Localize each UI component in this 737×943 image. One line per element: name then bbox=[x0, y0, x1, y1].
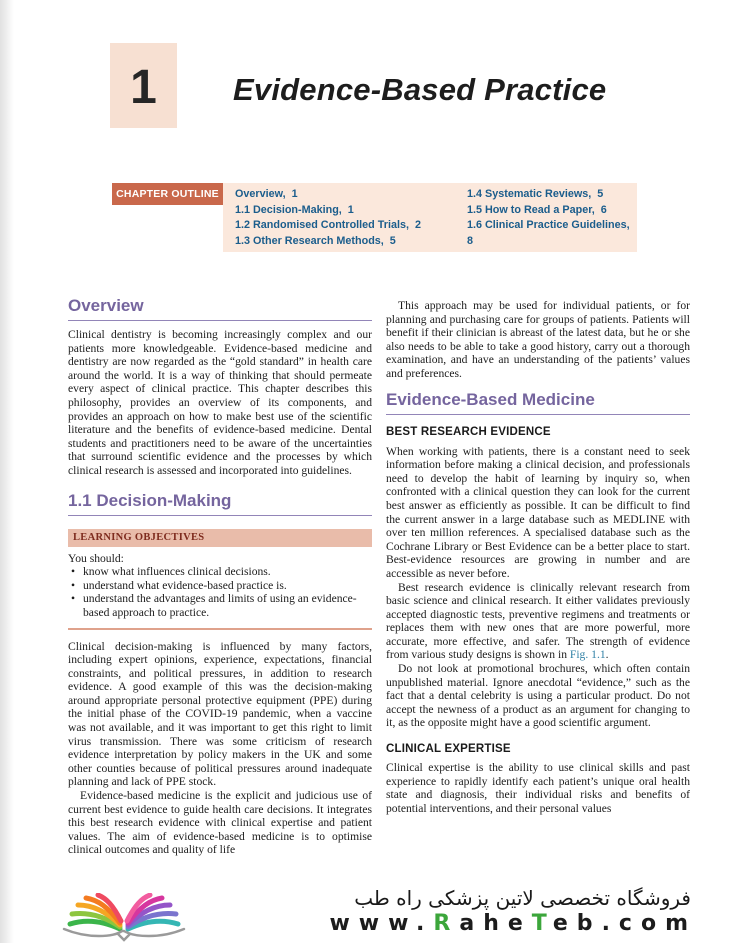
url-www: www. bbox=[329, 911, 434, 936]
chapter-title: Evidence-Based Practice bbox=[233, 72, 607, 107]
outline-item-overview[interactable]: Overview, 1 bbox=[235, 188, 298, 200]
persian-store-name: فروشگاه تخصصی لاتین پزشکی راه طب bbox=[354, 886, 691, 910]
outline-item-randomised-controlled-trials[interactable]: 1.2 Randomised Controlled Trials, 2 bbox=[235, 219, 421, 232]
outline-list-left bbox=[235, 187, 467, 249]
overview-paragraph: Clinical dentistry is becoming increasingly complex and our patients more knowledgeable. Evidence-based medicine and dentistry are now regarded as the “gold standard” in health care around the world. It is a way of thinking that should permeate every aspect of clinical practice. This chapter describes this philosophy, provides an overview of its components, and provides an approach on how to make best use of the scientific literature and the benefits of evidence-based medicine. Dental students and practitioners need to be aware of the uncertainties that surround scientific evidence and the processes by which clinical research is assessed and incorporated into guidelines. bbox=[68, 328, 372, 477]
best-research-paragraph-2 bbox=[386, 581, 690, 663]
learning-objectives-box bbox=[68, 529, 372, 630]
learning-objective-item: • understand the advantages and limits of using an evidence-based approach to practice. bbox=[68, 592, 372, 619]
outline-item-systematic-reviews[interactable]: 1.4 Systematic Reviews, 5 bbox=[467, 188, 604, 200]
content-columns bbox=[68, 296, 690, 884]
chapter-outline-lists bbox=[235, 187, 635, 249]
url-com: .com bbox=[601, 911, 697, 936]
right-column bbox=[386, 296, 690, 884]
page-left-edge-shadow bbox=[0, 0, 14, 943]
outline-list-right bbox=[467, 187, 635, 249]
decision-making-paragraph-1: Clinical decision-making is influenced by many factors, including expert opinions, experience, expectations, financial constraints, and political pressures, in addition to research evidence. A good example of this was the decision-making around appropriate personal protective equipment (PPE) during the initial phase of the COVID-19 pandemic, when a vaccine was not available, and it was important to get this right to limit virus transmission. There was some criticism of research evidence interpretation by policy makers in the UK and some other counties because of political pressures around inadequate planning and lack of PPE stock. bbox=[68, 639, 372, 789]
left-column bbox=[68, 296, 372, 884]
url-letter-r: R bbox=[433, 911, 460, 936]
url-ahe: ahe bbox=[459, 911, 532, 936]
learning-objectives-intro: You should: bbox=[68, 551, 124, 565]
learning-objective-item: • understand what evidence-based practice is. bbox=[68, 579, 372, 593]
chapter-number-box bbox=[110, 43, 177, 128]
best-research-evidence-heading: BEST RESEARCH EVIDENCE bbox=[386, 425, 551, 438]
best-research-paragraph-1: When working with patients, there is a constant need to seek information before making a clinical decision, and professionals need to develop the habit of learning by inquiry so, when confronted with a clinical question they can look for the current best answer as efficiently as possible. It can be difficult to find the current answer in a large database such as MEDLINE with over ten million references. A specialised database such as the Cochrane Library or Best Evidence can be a better place to start. Best-evidence resources are growing in number and are accessible as never before. bbox=[386, 444, 690, 580]
paragraph-text: Best research evidence is clinically relevant research from basic science and clinical research. It either validates previously accepted diagnostic tests, preventive regimens and treatments or replaces them with new ones that are more powerful, more accurate, more effective, and safer. The strength of evidence from various study designs is shown in bbox=[386, 580, 690, 662]
evidence-based-medicine-heading: Evidence-Based Medicine bbox=[386, 390, 690, 415]
fig-1-1-link[interactable]: Fig. 1.1 bbox=[569, 648, 606, 662]
outline-item-other-research-methods[interactable]: 1.3 Other Research Methods, 5 bbox=[235, 234, 396, 247]
outline-item-decision-making[interactable]: 1.1 Decision-Making, 1 bbox=[235, 203, 354, 216]
learning-objectives-title: LEARNING OBJECTIVES bbox=[68, 529, 372, 547]
url-eb: eb bbox=[552, 911, 602, 936]
chapter-outline-label: CHAPTER OUTLINE bbox=[112, 183, 223, 205]
best-research-paragraph-3: Do not look at promotional brochures, which often contain unpublished material. Ignore anecdotal “evidence,” such as the fact that a dental celebrity is using a particular product. Do not accept the newness of a product as an argument for changing to it, as the opposite might have a good scientific argument. bbox=[386, 662, 690, 730]
learning-objectives-list bbox=[68, 565, 372, 619]
overview-section-heading: Overview bbox=[68, 296, 372, 321]
decision-making-section-heading: 1.1 Decision-Making bbox=[68, 491, 372, 516]
outline-item-clinical-practice-guidelines[interactable]: 1.6 Clinical Practice Guidelines, 8 bbox=[467, 219, 636, 247]
chapter-number: 1 bbox=[130, 61, 157, 114]
raheteb-url[interactable] bbox=[329, 911, 697, 936]
clinical-expertise-paragraph: Clinical expertise is the ability to use clinical skills and past experience to rapidly identify each patient’s unique oral health state and diagnosis, their individual risks and benefits of potential interventions, and their personal values bbox=[386, 761, 690, 815]
decision-making-paragraph-2: Evidence-based medicine is the explicit and judicious use of current best evidence to guide health care decisions. It integrates this best research evidence with clinical expertise and patient values. The aim of evidence-based medicine is to optimise clinical outcomes and quality of life bbox=[68, 789, 372, 857]
paragraph-text: . bbox=[605, 648, 609, 662]
learning-objective-item: • know what influences clinical decisions. bbox=[68, 565, 372, 579]
outline-item-how-to-read-a-paper[interactable]: 1.5 How to Read a Paper, 6 bbox=[467, 203, 607, 216]
clinical-expertise-heading: CLINICAL EXPERTISE bbox=[386, 743, 511, 756]
approach-paragraph: This approach may be used for individual patients, or for planning and purchasing care for groups of patients. Patients will benefit if their clinician is abreast of the latest data, but he or she also needs to be able to take a good history, carry out a thorough examination, and have an understanding of the patients’ values and preferences. bbox=[386, 299, 690, 380]
url-letter-t: T bbox=[531, 911, 553, 936]
open-book-logo-icon bbox=[58, 893, 190, 943]
